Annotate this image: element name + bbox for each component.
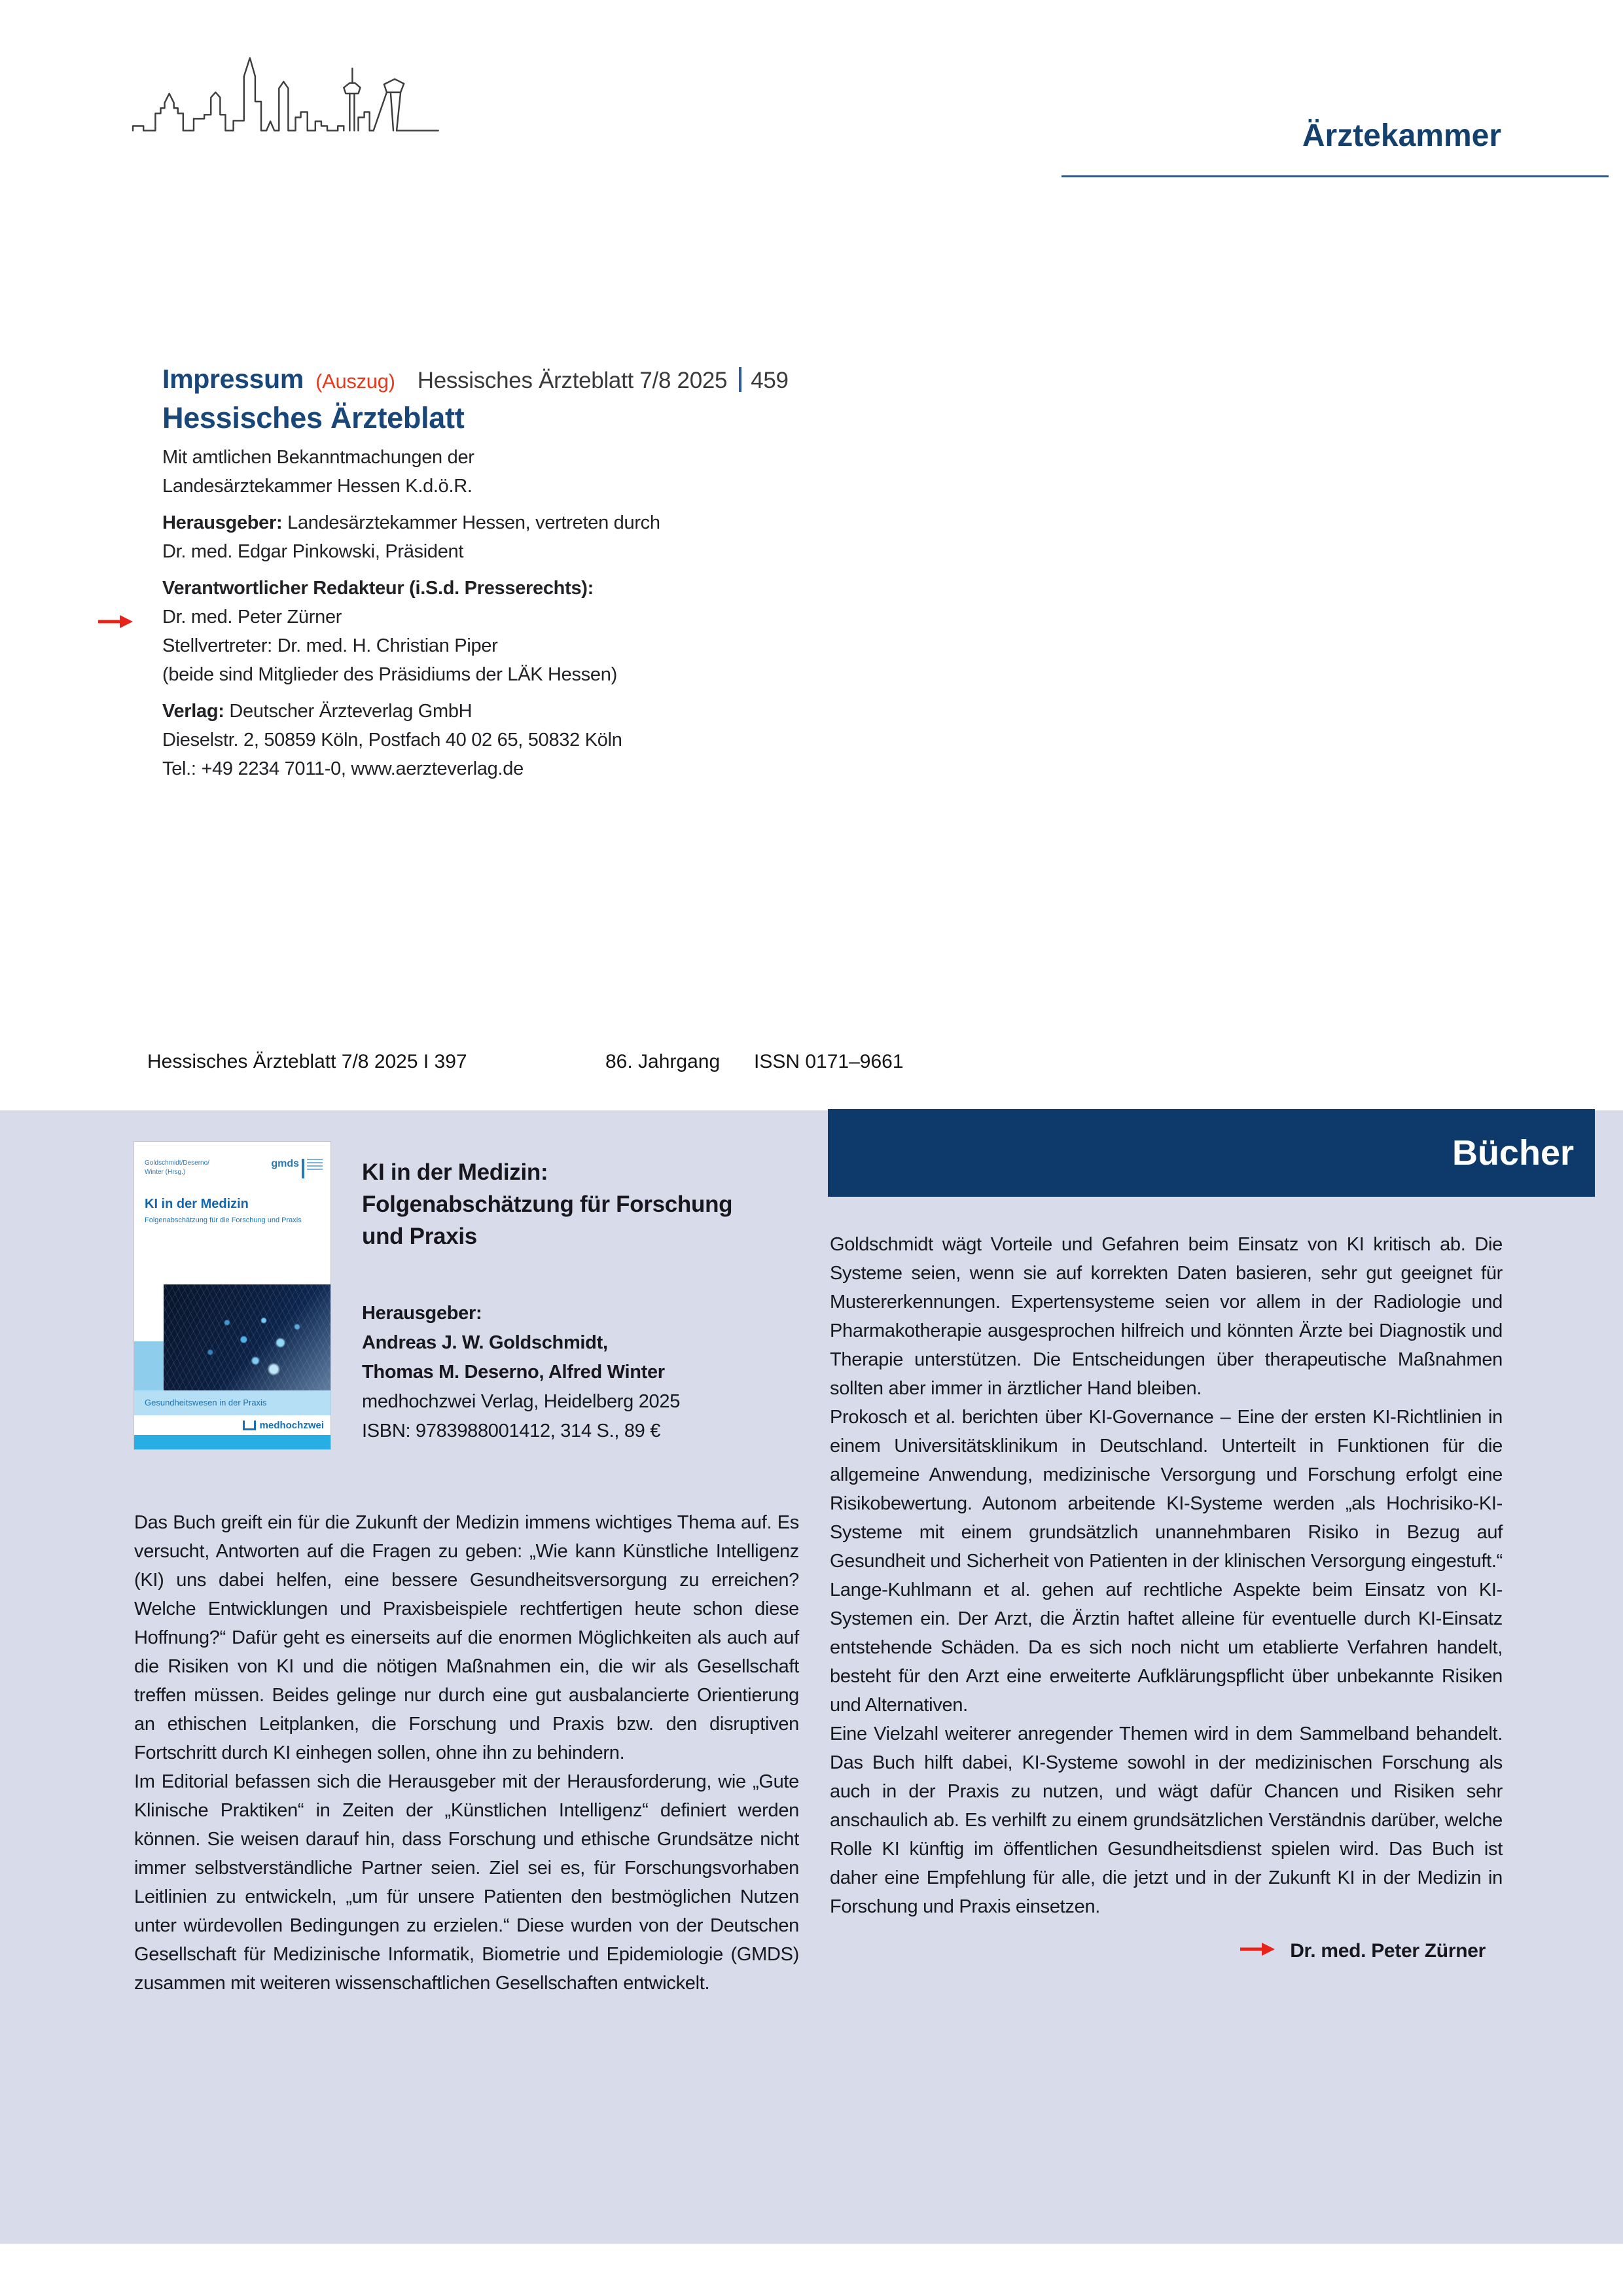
impressum-line: [162, 508, 1013, 537]
page-footer-issue: Hessisches Ärzteblatt 7/8 2025 I 397: [147, 1051, 467, 1072]
review-paragraph: Eine Vielzahl weiterer anregender Themen wird in dem Sammelband behandelt. Das Buch hilft dabei, KI-Systeme sowohl in der medizinischen Forschung als auch in der Praxis zu nutzen, und wägt dafür Chancen und Risiken sehr anschaulich ab. Es verhilft zu einem grundsätzlichen Verständnis darüber, welche Rolle KI künftig im öffentlichen Gesundheitsdienst spielen wird. Das Buch ist daher eine Empfehlung für alle, die jetzt und in der Zukunft KI in der Medizin in Forschung und Praxis einsetzen.: [830, 1723, 1503, 1917]
review-column-right: [830, 1230, 1503, 1966]
review-paragraph: Goldschmidt wägt Vorteile und Gefahren beim Einsatz von KI kritisch ab. Die Systeme seien, wenn sie auf korrekten Daten basieren, sehr gut geeignet für Mustererkennungen. Expertensysteme seien vor allem in der Radiologie und Pharmakotherapie ausgesprochen hilfreich und könnten Ärzte bei Diagnostik und Therapie unterstützen. Die Entscheidungen über therapeutische Maßnahmen sollten aber immer in ärztlicher Hand bleiben.: [830, 1234, 1503, 1399]
review-title-line: und Praxis: [362, 1224, 477, 1249]
buecher-section: [0, 1110, 1623, 2244]
impressum-subtitle-group: [162, 443, 1013, 501]
review-paragraph: Im Editorial befassen sich die Herausgeber mit der Herausforderung, wie „Gute Klinische Praktiken“ in Zeiten der „Künstlichen Intelligenz“ definiert werden können. Sie weisen darauf hin, dass Forschung und ethische Grundsätze nicht immer selbstverständliche Partner seien. Ziel sei es, für Forschungsvorhaben Leitlinien zu entwickeln, „um für unsere Patienten den bestmöglichen Nutzen unter würdevollen Bedingungen zu erzielen.“ Diese wurden von der Deutschen Gesellschaft für Medizinische Informatik, Biometrie und Epidemiologie (GMDS) zusammen mit weiteren wissenschaftlichen Gesellschaften entwickelt.: [134, 1771, 799, 1994]
redakteur-name-line: [162, 603, 1013, 631]
page-footer-issn: ISSN 0171–9661: [754, 1051, 904, 1072]
review-title: [362, 1156, 732, 1252]
review-editor-line: Andreas J. W. Goldschmidt,: [362, 1332, 608, 1353]
page-footer-volume: 86. Jahrgang: [605, 1051, 721, 1072]
skyline-logo-icon: [128, 51, 458, 135]
impressum-issue-ref: [418, 367, 789, 394]
cover-bottom-strip: [134, 1435, 330, 1449]
cover-photo: [164, 1284, 330, 1390]
impressum-section: [162, 364, 1013, 783]
impressum-line: Tel.: +49 2234 7011-0, www.aerzteverlag.de: [162, 758, 524, 779]
header-rule: [1061, 175, 1609, 177]
verlag-text: Deutscher Ärzteverlag GmbH: [224, 701, 473, 722]
verlag-label: Verlag:: [162, 701, 224, 722]
impressum-line: Mit amtlichen Bekanntmachungen der: [162, 447, 474, 468]
cover-title: KI in der Medizin: [145, 1197, 249, 1211]
impressum-heading-row: [162, 364, 1013, 395]
cover-editors-line: Goldschmidt/Deserno/: [145, 1159, 209, 1167]
impressum-line: [162, 697, 1013, 726]
cover-editors: [145, 1159, 209, 1178]
cover-series-title: Gesundheitswesen in der Praxis: [134, 1390, 330, 1415]
impressum-auszug: (Auszug): [315, 370, 395, 393]
review-title-line: KI in der Medizin:: [362, 1159, 548, 1185]
impressum-line: (beide sind Mitglieder des Präsidiums der LÄK Hessen): [162, 664, 617, 685]
review-isbn-line: ISBN: 9783988001412, 314 S., 89 €: [362, 1421, 661, 1441]
section-title: Bücher: [1452, 1133, 1574, 1173]
medhochzwei-icon: [243, 1421, 256, 1430]
review-publisher-line: medhochzwei Verlag, Heidelberg 2025: [362, 1391, 681, 1412]
impressum-herausgeber-group: [162, 508, 1013, 566]
cover-editors-line: Winter (Hrsg.): [145, 1169, 186, 1176]
buecher-bar: [828, 1109, 1595, 1197]
reviewer-signature: [830, 1937, 1503, 1966]
cover-head: [145, 1159, 323, 1178]
redakteur-name: Dr. med. Peter Zürner: [162, 607, 342, 627]
impressum-line: Dieselstr. 2, 50859 Köln, Postfach 40 02 65, 50832 Köln: [162, 730, 622, 751]
herausgeber-text: Landesärztekammer Hessen, vertreten durch: [282, 512, 660, 533]
impressum-issue-separator: [739, 367, 741, 392]
review-publisher-block: [362, 1299, 680, 1446]
review-column-left: [134, 1508, 799, 1998]
red-arrow-icon: [97, 609, 134, 638]
review-title-line: Folgenabschätzung für Forschung: [362, 1192, 733, 1217]
review-editor-line: Thomas M. Deserno, Alfred Winter: [362, 1362, 665, 1383]
book-cover: [134, 1142, 330, 1449]
red-arrow-icon: [1239, 1937, 1275, 1966]
gmds-logo-lines: [307, 1159, 323, 1172]
reviewer-name: Dr. med. Peter Zürner: [1290, 1940, 1486, 1962]
review-herausgeber-label: Herausgeber:: [362, 1303, 482, 1324]
medhochzwei-logo: medhochzwei: [259, 1419, 324, 1431]
journal-title: Hessisches Ärzteblatt: [162, 401, 465, 434]
impressum-verlag-group: [162, 697, 1013, 783]
page-header-title: Ärztekammer: [1302, 118, 1501, 153]
gmds-logo-bar: [302, 1159, 304, 1178]
cover-publisher-row: [134, 1415, 330, 1435]
cover-left-band: [134, 1341, 164, 1390]
impressum-heading: Impressum: [162, 364, 304, 394]
redakteur-label: Verantwortlicher Redakteur (i.S.d. Presserechts):: [162, 578, 594, 599]
impressum-issue-text: Hessisches Ärzteblatt 7/8 2025: [417, 368, 728, 393]
review-paragraph: Das Buch greift ein für die Zukunft der Medizin immens wichtiges Thema auf. Es versucht, Antworten auf die Fragen zu geben: „Wie kann Künstliche Intelligenz (KI) uns dabei helfen, eine bessere Gesundheitsversorgung zu erreichen? Welche Entwicklungen und Praxisbeispiele rechtfertigen heute schon diese Hoffnung?“ Dafür geht es einerseits auf die enormen Möglichkeiten als auch auf die Risiken von KI und die nötigen Maßnahmen ein, die wir als Gesellschaft treffen müssen. Beides gelinge nur durch eine gut ausbalancierte Orientierung an ethischen Leitplanken, die Forschung und Praxis bzw. den disruptiven Fortschritt durch KI einhegen sollen, ohne ihn zu behindern.: [134, 1512, 799, 1763]
impressum-redakteur-group: [162, 574, 1013, 689]
review-paragraph: Prokosch et al. berichten über KI-Governance – Eine der ersten KI-Richtlinien in einem Universitätsklinikum in Deutschland. Unterteilt in Funktionen für die allgemeine Anwendung, medizinische Versorgung und Forschung erfolgt eine Risikobewertung. Autonom arbeitende KI-Systeme werden „als Hochrisiko-KI-Systeme mit einem grundsätzlich unannehmbaren Risiko in Bezug auf Gesundheit und Sicherheit von Patienten in der klinischen Versorgung eingestuft.“ Lange-Kuhlmann et al. gehen auf rechtliche Aspekte beim Einsatz von KI-Systemen ein. Der Arzt, die Ärztin haftet alleine für eventuelle durch KI-Einsatz entstehende Schäden. Da es sich noch nicht um etablierte Verfahren handelt, besteht für den Arzt eine erweiterte Aufklärungspflicht über unbekannte Risiken und Alternativen.: [830, 1407, 1503, 1716]
gmds-logo: [271, 1159, 323, 1178]
impressum-line: Stellvertreter: Dr. med. H. Christian Piper: [162, 635, 498, 656]
cover-subtitle: Folgenabschätzung für die Forschung und Praxis: [145, 1216, 302, 1224]
impressum-line: Landesärztekammer Hessen K.d.ö.R.: [162, 476, 473, 497]
impressum-line: Dr. med. Edgar Pinkowski, Präsident: [162, 541, 464, 562]
impressum-issue-page: 459: [751, 368, 789, 393]
herausgeber-label: Herausgeber:: [162, 512, 283, 533]
gmds-logo-text: gmds: [271, 1158, 299, 1169]
